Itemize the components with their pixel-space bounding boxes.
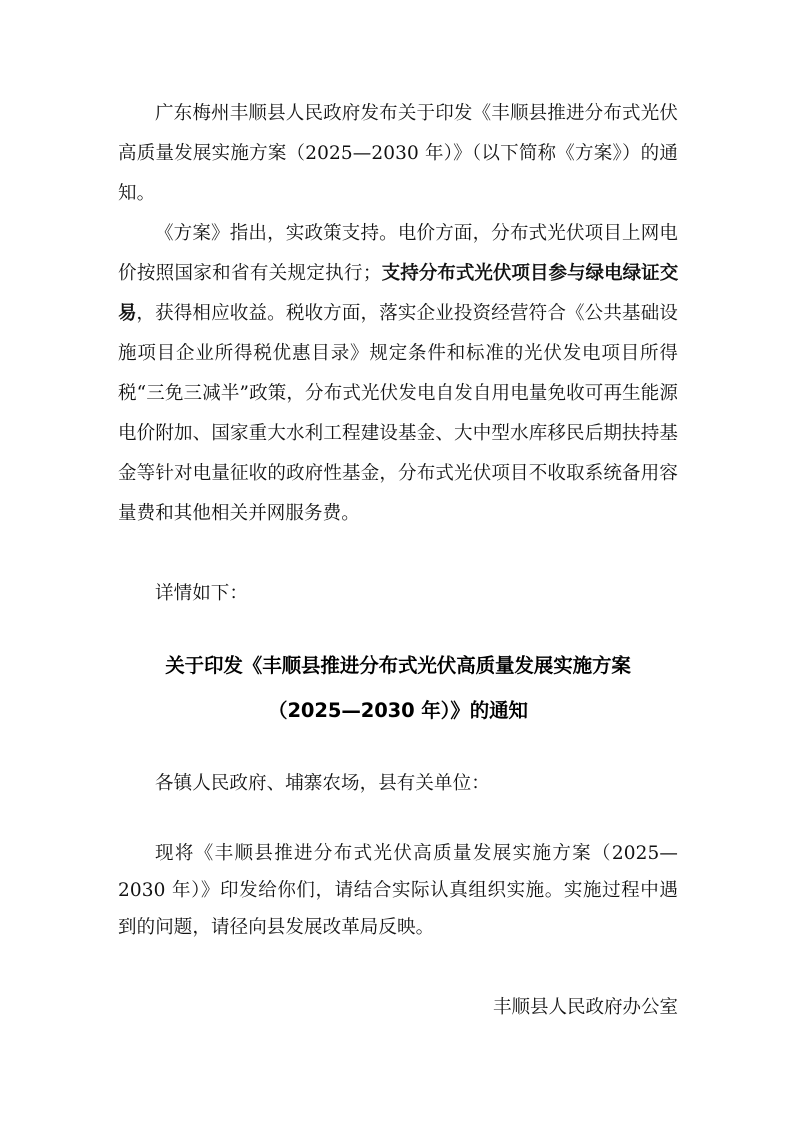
intro-block: [118, 94, 678, 214]
details-lead-block: [118, 574, 678, 614]
policy-text-part-2: ，获得相应收益。税收方面，落实企业投资经营符合《公共基础设施项目企业所得税优惠目录》规定条件和标准的光伏发电项目所得税“三免三减半”政策，分布式光伏发电自发自用电量免收可再生能源电价附加、国家重大水利工程建设基金、大中型水库移民后期扶持基金等针对电量征收的政府性基金，分布式光伏项目不收取系统备用容量费和其他相关并网服务费。: [118, 303, 678, 524]
intro-paragraph: 广东梅州丰顺县人民政府发布关于印发《丰顺县推进分布式光伏高质量发展实施方案（2025—2030 年）》（以下简称《方案》）的通知。: [118, 103, 678, 204]
policy-block: [118, 214, 678, 534]
document-title-line-1: 关于印发《丰顺县推进分布式光伏高质量发展实施方案: [165, 654, 631, 677]
signature-text: 丰顺县人民政府办公室: [492, 997, 678, 1018]
policy-emphasis-text: 支持分布式光伏项目参与绿电绿证交易: [118, 263, 678, 324]
document-title-block: [118, 643, 678, 733]
page-title: [118, 643, 678, 733]
closing-paragraph: 现将《丰顺县推进分布式光伏高质量发展实施方案（2025—2030 年）》印发给你们，请结合实际认真组织实施。实施过程中遇到的问题，请径向县发展改革局反映。: [118, 843, 678, 938]
details-lead-text: 详情如下：: [155, 583, 249, 604]
closing-block: [118, 835, 678, 946]
policy-text-part-1: 《方案》指出，实政策支持。电价方面，分布式光伏项目上网电价按照国家和省有关规定执行；: [118, 223, 678, 284]
signature-block: [118, 988, 678, 1028]
addressee-text: 各镇人民政府、埔寨农场，县有关单位：: [155, 773, 490, 794]
document-title-line-2: （2025—2030 年）》的通知: [268, 699, 528, 722]
policy-paragraph: [118, 214, 678, 534]
addressee-block: [118, 764, 678, 804]
